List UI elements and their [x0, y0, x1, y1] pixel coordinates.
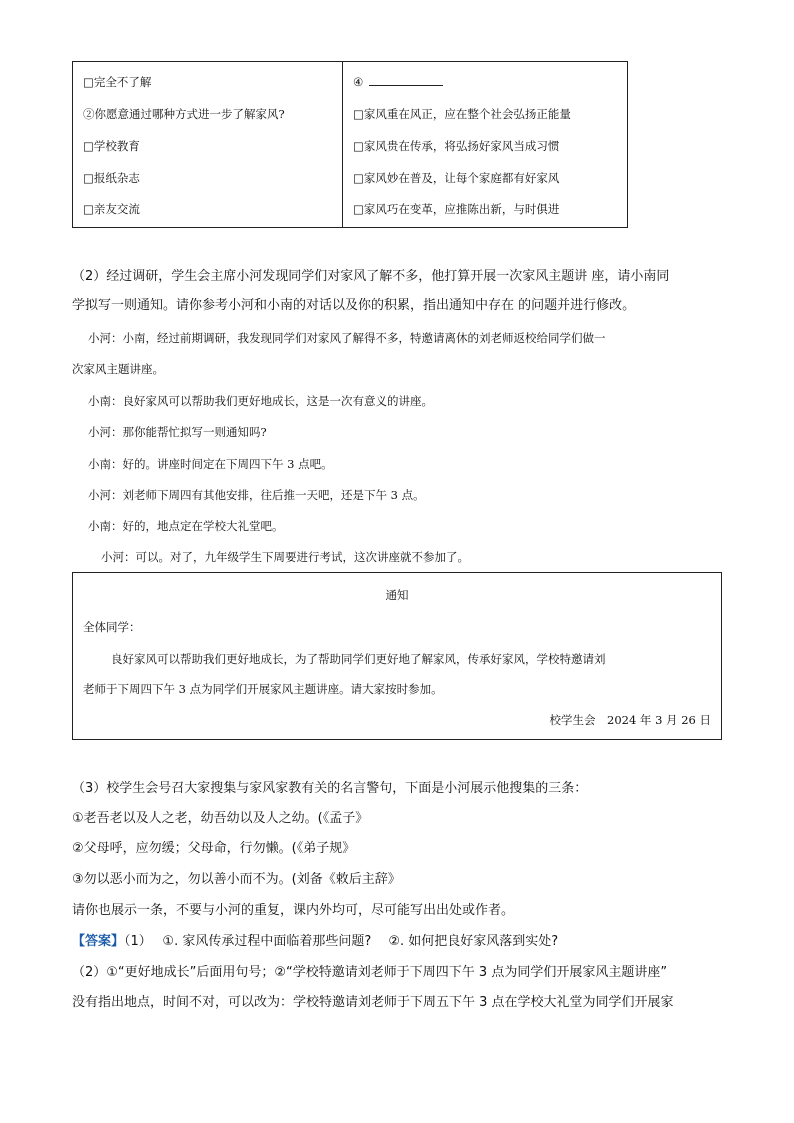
answer-part1: （1） ①. 家风传承过程中面临着那些问题? ②. 如何把良好家风落到实处?: [124, 934, 559, 949]
notice-salutation: 全体同学：: [83, 620, 141, 634]
answer-line2: （2）①“更好地成长”后面用句号；②“学校特邀请刘老师于下周四下午 3 点为同学们开展家风主题讲座”: [72, 965, 668, 980]
option-style: □家风重在风正，应在整个社会弘扬正能量: [353, 107, 571, 121]
dialogue-line: 小南：良好家风可以帮助我们更好地成长，这是一次有意义的讲座。: [88, 394, 433, 408]
dialogue-line: 小河：小南，经过前期调研，我发现同学们对家风了解得不多，特邀请离休的刘老师返校给同学们做一: [88, 331, 606, 345]
question-4: [353, 74, 443, 89]
dialogue-line: 次家风主题讲座。: [72, 362, 164, 376]
dialogue-line: 小河：可以。对了，九年级学生下周要进行考试，这次讲座就不参加了。: [101, 550, 469, 564]
dialogue-line: 小河：那你能帮忙拟写一则通知吗?: [88, 425, 267, 439]
answer-line3: 没有指出地点，时间不对，可以改为：学校特邀请刘老师于下周五下午 3 点在学校大礼堂为同学们开展家: [72, 995, 674, 1010]
q3-item3: ③勿以恶小而为之，勿以善小而不为。(刘备《敕后主辞》: [72, 872, 401, 887]
notice-box: [72, 572, 722, 740]
q2-line2: 学拟写一则通知。请你参考小河和小南的对话以及你的积累，指出通知中存在 的问题并进行修改。: [72, 298, 636, 313]
survey-table: [72, 61, 628, 228]
q3-item2: ②父母呼，应勿缓；父母命，行勿懒。(《弟子规》: [72, 841, 356, 856]
q2-line1: （2）经过调研，学生会主席小河发现同学们对家风了解不多，他打算开展一次家风主题讲 座，请小南同: [72, 269, 670, 284]
dialogue-line: 小南：好的。讲座时间定在下周四下午 3 点吧。: [88, 457, 333, 471]
question-4-label: ④: [353, 75, 364, 89]
option-newspaper: □报纸杂志: [83, 171, 140, 185]
dialogue-line: 小南：好的，地点定在学校大礼堂吧。: [88, 519, 284, 533]
answer-tag: 【答案】: [72, 934, 125, 949]
option-popularize: □家风妙在普及，让每个家庭都有好家风: [353, 171, 560, 185]
q3-prompt: 请你也展示一条，不要与小河的重复，课内外均可，尽可能写出出处或作者。: [72, 903, 515, 918]
question-2: ②你愿意通过哪种方式进一步了解家风?: [83, 107, 285, 121]
notice-title: 通知: [385, 588, 409, 602]
q3-intro: （3）校学生会号召大家搜集与家风家教有关的名言警句，下面是小河展示他搜集的三条：: [72, 781, 588, 796]
survey-left-column: [73, 62, 343, 227]
answer-line1: [72, 933, 558, 951]
option-reform: □家风巧在变革，应推陈出新，与时俱进: [353, 202, 560, 216]
q3-item1: ①老吾老以及人之老，幼吾幼以及人之幼。(《孟子》: [72, 811, 369, 826]
option-not-understand: □完全不了解: [83, 75, 152, 89]
notice-body-line1: 良好家风可以帮助我们更好地成长，为了帮助同学们更好地了解家风，传承好家风，学校特邀请刘: [111, 652, 606, 666]
option-inherit: □家风贵在传承，将弘扬好家风当成习惯: [353, 139, 560, 153]
option-relatives: □亲友交流: [83, 202, 140, 216]
survey-right-column: [343, 62, 627, 227]
option-school: □学校教育: [83, 139, 140, 153]
notice-signature: 校学生会 2024 年 3 月 26 日: [549, 713, 711, 727]
dialogue-line: 小河：刘老师下周四有其他安排，往后推一天吧，还是下午 3 点。: [88, 488, 425, 502]
answer-blank: [369, 74, 443, 86]
notice-body-line2: 老师于下周四下午 3 点为同学们开展家风主题讲座。请大家按时参加。: [83, 682, 443, 696]
